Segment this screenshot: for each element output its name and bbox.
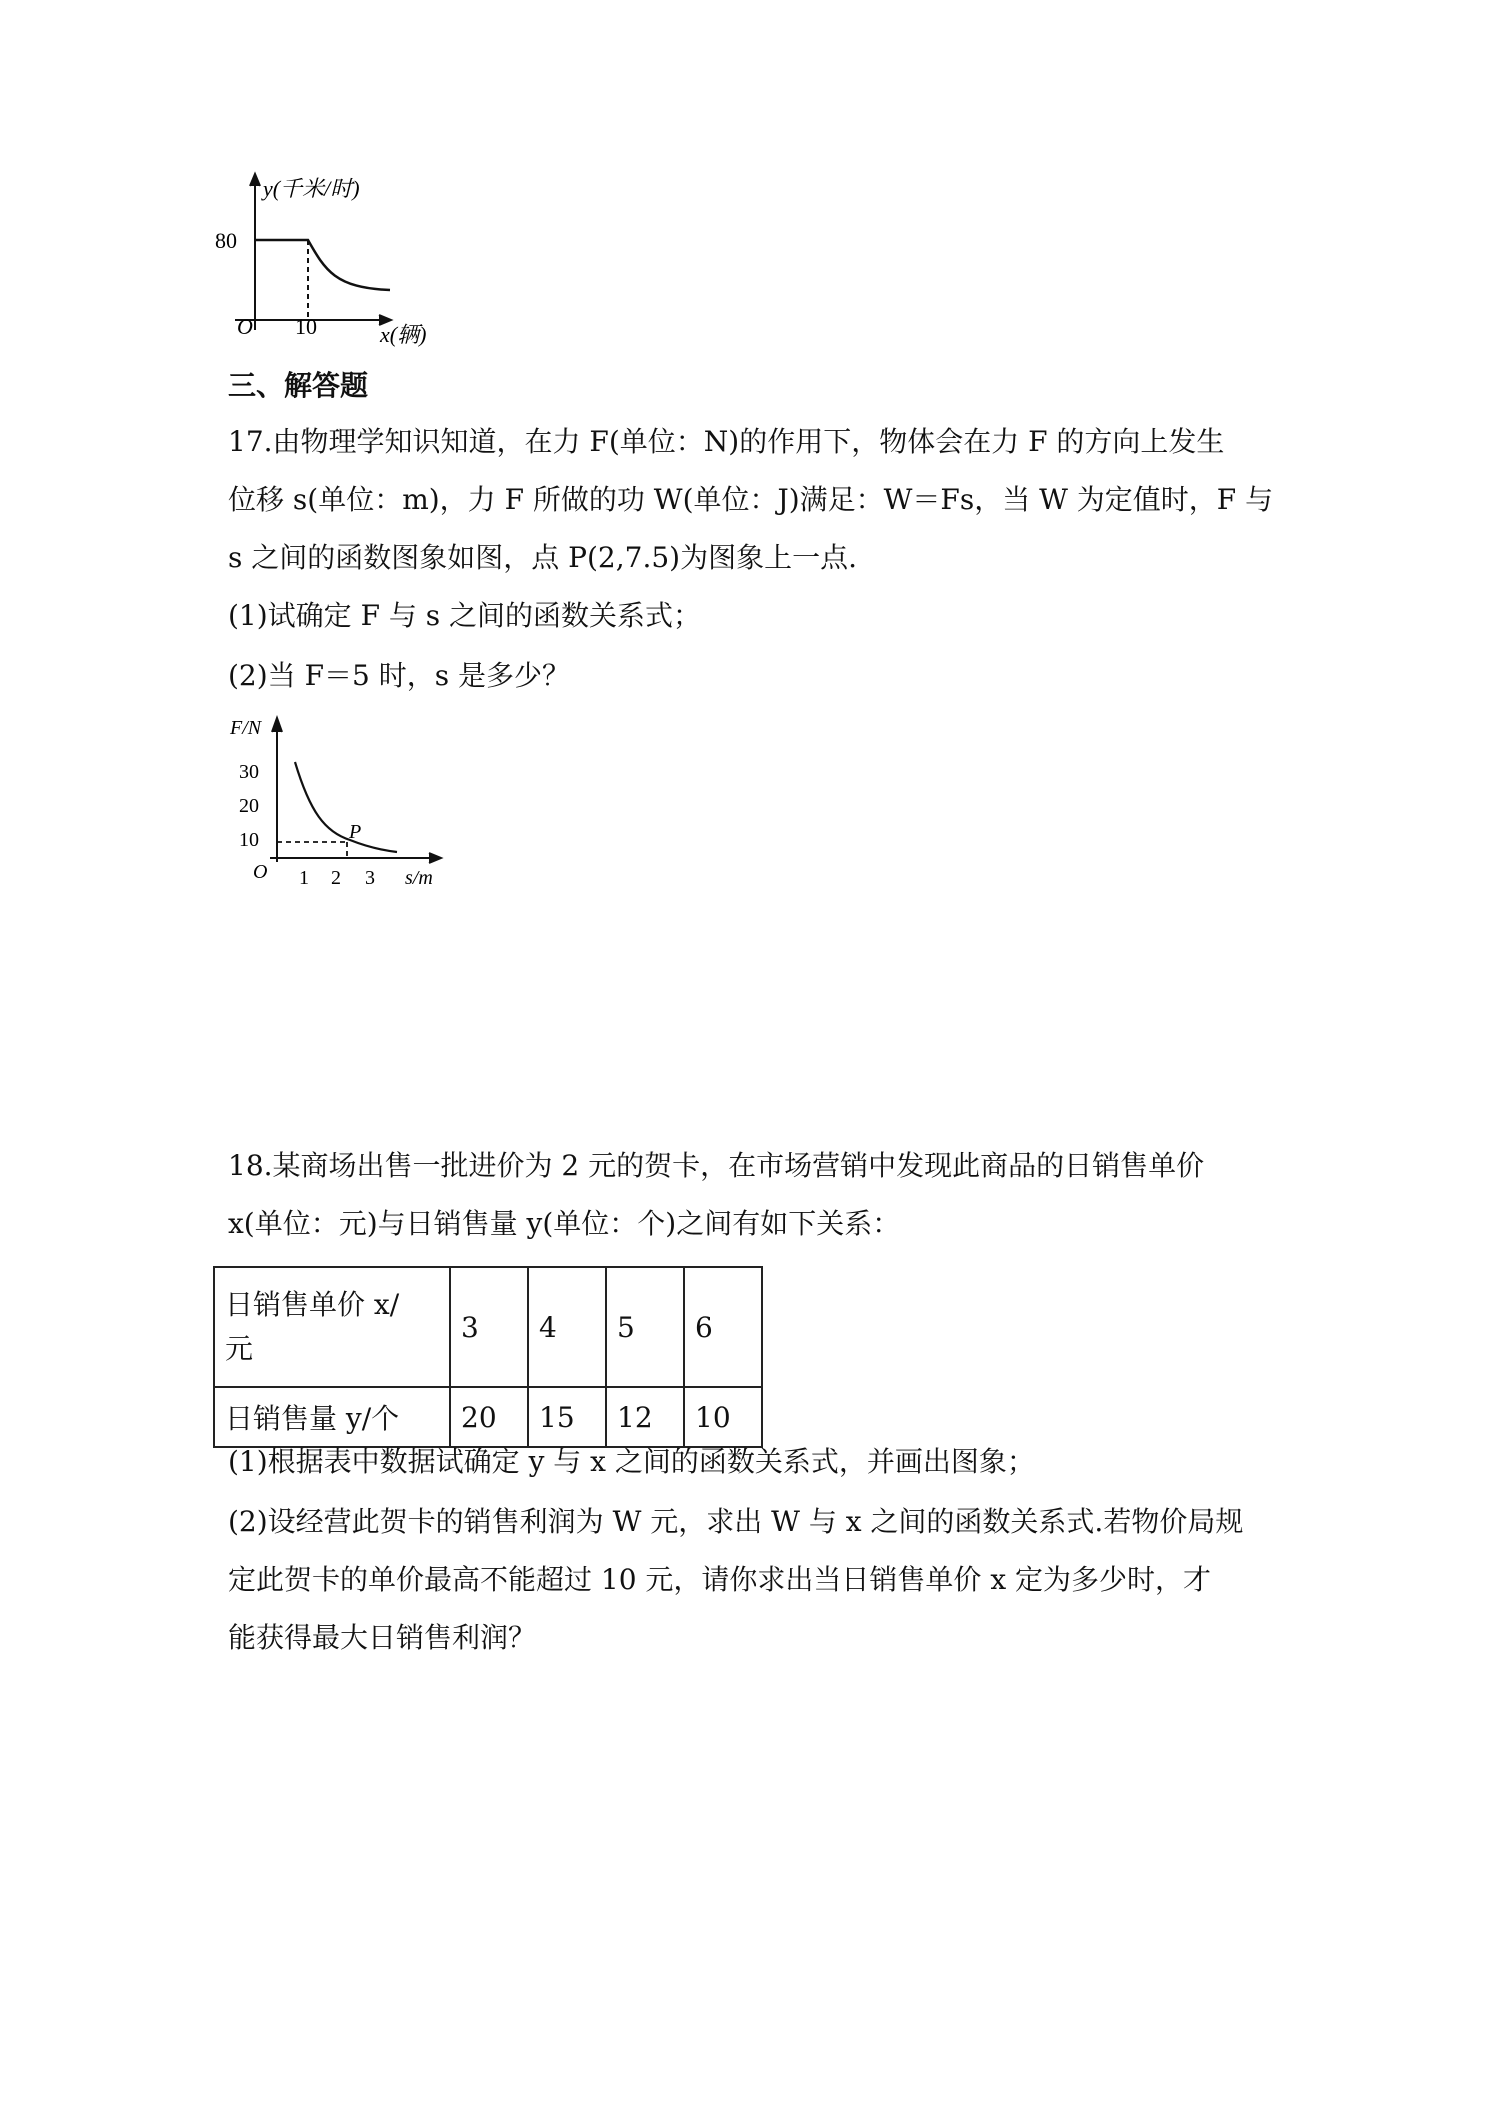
- table-row: [214, 1387, 762, 1447]
- origin-label: O: [253, 861, 268, 883]
- f-axis-label: F/N: [230, 717, 262, 739]
- x-tick-10: 10: [295, 314, 317, 339]
- x-axis-label: x(辆): [380, 322, 427, 347]
- q17-line-1: 17.由物理学知识知道，在力 F(单位：N)的作用下，物体会在力 F 的方向上发生: [228, 425, 1225, 458]
- speed-graph: [215, 170, 445, 350]
- q18-line-1: 18.某商场出售一批进价为 2 元的贺卡，在市场营销中发现此商品的日销售单价: [228, 1149, 1205, 1182]
- q18-sub-2-cont: 定此贺卡的单价最高不能超过 10 元，请你求出当日销售单价 x 定为多少时，才: [228, 1563, 1212, 1596]
- q18-line-2: x(单位：元)与日销售量 y(单位：个)之间有如下关系：: [228, 1207, 901, 1240]
- q17-line-2: 位移 s(单位：m)，力 F 所做的功 W(单位：J)满足：W＝Fs，当 W 为定值时，F 与: [228, 483, 1274, 516]
- s-axis-label: s/m: [405, 867, 433, 889]
- sales-table: [213, 1266, 763, 1448]
- speed-curve: [255, 240, 390, 290]
- table-cell: 10: [684, 1387, 762, 1447]
- y-axis-label: y(千米/时): [263, 176, 360, 201]
- f-tick-10: 10: [239, 829, 259, 851]
- point-p-label: P: [349, 821, 362, 843]
- q18-sub-2: (2)设经营此贺卡的销售利润为 W 元，求出 W 与 x 之间的函数关系式.若物价局规: [228, 1505, 1244, 1538]
- table-cell: 5: [606, 1267, 684, 1387]
- table-cell: 15: [528, 1387, 606, 1447]
- s-tick-2: 2: [331, 867, 341, 889]
- table-cell: 3: [450, 1267, 528, 1387]
- table-cell: 4: [528, 1267, 606, 1387]
- force-curve: [295, 762, 397, 852]
- s-tick-3: 3: [365, 867, 375, 889]
- force-graph: [215, 712, 455, 892]
- table-row: [214, 1267, 762, 1387]
- f-tick-20: 20: [239, 795, 259, 817]
- s-axis-arrow: [429, 853, 441, 863]
- table-cell: 12: [606, 1387, 684, 1447]
- q17-sub-2: (2)当 F＝5 时，s 是多少？: [228, 659, 570, 692]
- q18-sub-1: (1)根据表中数据试确定 y 与 x 之间的函数关系式，并画出图象；: [228, 1445, 1035, 1478]
- s-tick-1: 1: [299, 867, 309, 889]
- table-header-quantity: 日销售量 y/个: [214, 1387, 450, 1447]
- table-cell: 20: [450, 1387, 528, 1447]
- section-heading: 三、解答题: [228, 369, 369, 402]
- origin-label: O: [237, 314, 253, 339]
- table-header-price: 日销售单价 x/ 元: [214, 1267, 450, 1387]
- f-axis-arrow: [272, 718, 282, 732]
- q17-line-3: s 之间的函数图象如图，点 P(2,7.5)为图象上一点.: [228, 541, 858, 574]
- y-tick-80: 80: [215, 228, 237, 253]
- q17-sub-1: (1)试确定 F 与 s 之间的函数关系式；: [228, 599, 702, 632]
- y-axis-arrow: [250, 174, 260, 186]
- table-cell: 6: [684, 1267, 762, 1387]
- q18-sub-2-end: 能获得最大日销售利润？: [228, 1621, 537, 1654]
- f-tick-30: 30: [239, 761, 259, 783]
